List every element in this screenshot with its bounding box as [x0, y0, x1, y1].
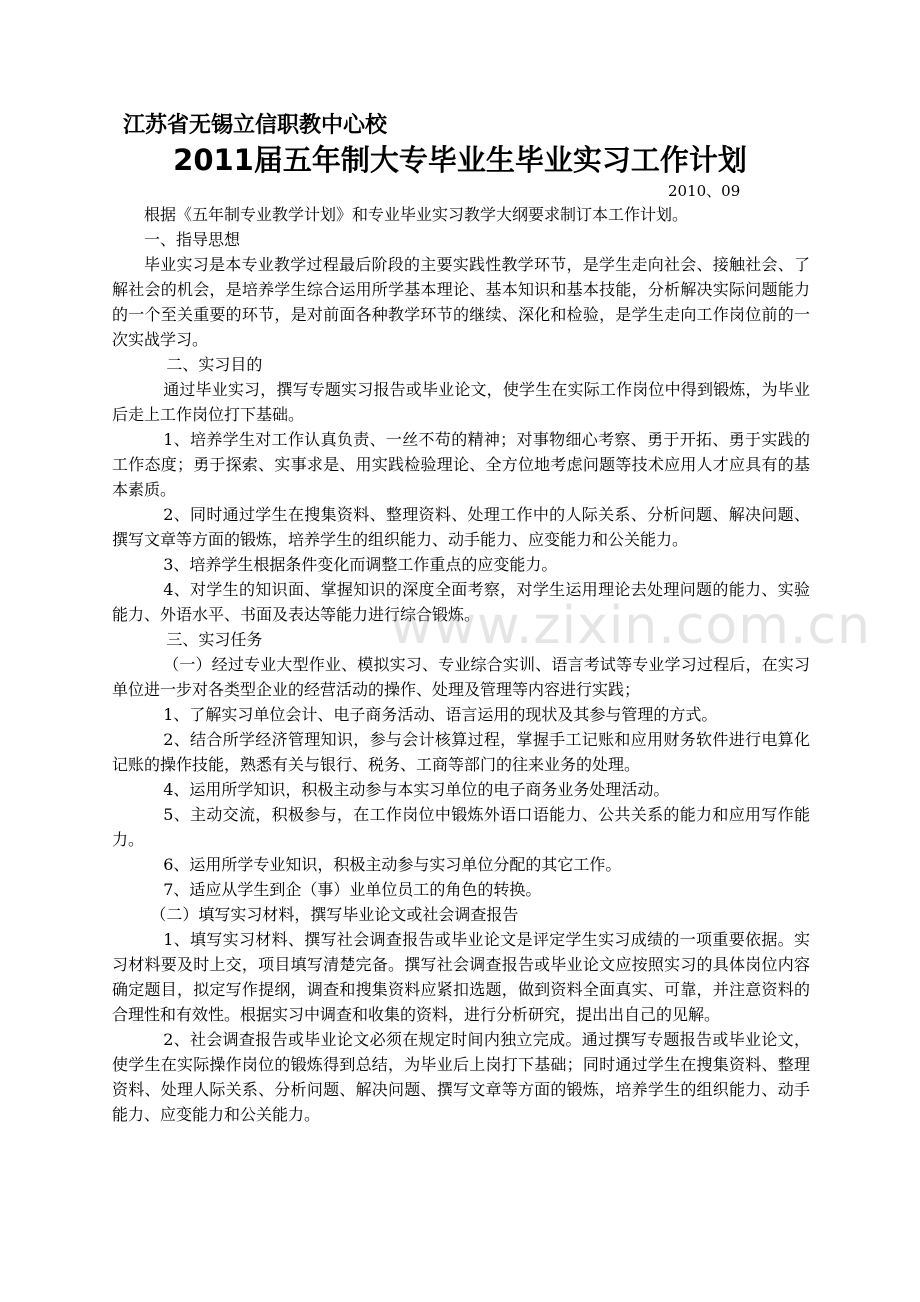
section-heading-tasks: 三、实习任务 — [166, 630, 263, 649]
list-item: 1、了解实习单位会计、电子商务活动、语言运用的现状及其参与管理的方式。 — [163, 705, 718, 724]
section-heading-purpose: 二、实习目的 — [166, 355, 263, 374]
list-item: 7、适应从学生到企（事）业单位员工的角色的转换。 — [163, 880, 542, 899]
list-item: 3、培养学生根据条件变化而调整工作重点的应变能力。 — [163, 555, 558, 574]
list-item: 4、对学生的知识面、掌握知识的深度全面考察，对学生运用理论去处理问题的能力、实验能力、外语水平、书面及表达等能力进行综合锻炼。 — [112, 580, 810, 624]
intro-paragraph: 根据《五年制专业教学计划》和专业毕业实习教学大纲要求制订本工作计划。 — [144, 205, 689, 224]
list-item: 4、运用所学知识，积极主动参与本实习单位的电子商务业务处理活动。 — [163, 780, 670, 799]
list-item: 2、结合所学经济管理知识，参与会计核算过程，掌握手工记账和应用财务软件进行电算化记账的操作技能，熟悉有关与银行、税务、工商等部门的往来业务的处理。 — [112, 730, 810, 774]
section-heading-guiding-principle: 一、指导思想 — [144, 230, 241, 249]
list-item: 2、同时通过学生在搜集资料、整理资料、处理工作中的人际关系、分析问题、解决问题、撰写文章等方面的锻炼，培养学生的组织能力、动手能力、应变能力和公关能力。 — [112, 505, 810, 549]
watermark-text: www.zixin.com.cn — [390, 596, 871, 656]
section-paragraph: 通过毕业实习，撰写专题实习报告或毕业论文，使学生在实际工作岗位中得到锻炼，为毕业后走上工作岗位打下基础。 — [112, 380, 810, 424]
document-title: 2011届五年制大专毕业生毕业实习工作计划 — [173, 143, 747, 177]
subsection-heading: （二）填写实习材料，撰写毕业论文或社会调查报告 — [150, 905, 519, 924]
list-item: 1、培养学生对工作认真负责、一丝不苟的精神；对事物细心考察、勇于开拓、勇于实践的工作态度；勇于探索、实事求是、用实践检验理论、全方位地考虑问题等技术应用人才应具有的基本素质。 — [112, 430, 810, 499]
section-paragraph: 毕业实习是本专业教学过程最后阶段的主要实践性教学环节，是学生走向社会、接触社会、了解社会的机会，是培养学生综合运用所学基本理论、基本知识和基本技能，分析解决实际问题能力的一个至关重要的环节，是对前面各种教学环节的继续、深化和检验，是学生走向工作岗位前的一次实战学习。 — [112, 255, 810, 349]
document-body — [112, 202, 810, 1127]
list-item: 2、社会调查报告或毕业论文必须在规定时间内独立完成。通过撰写专题报告或毕业论文，使学生在实际操作岗位的锻炼得到总结，为毕业后上岗打下基础；同时通过学生在搜集资料、整理资料、处理人际关系、分析问题、解决问题、撰写文章等方面的锻炼，培养学生的组织能力、动手能力、应变能力和公关能力。 — [112, 1030, 810, 1124]
list-item: 1、填写实习材料、撰写社会调查报告或毕业论文是评定学生实习成绩的一项重要依据。实习材料要及时上交，项目填写清楚完备。撰写社会调查报告或毕业论文应按照实习的具体岗位内容确定题目，拟定写作提纲，调查和搜集资料应紧扣选题，做到资料全面真实、可靠，并注意资料的合理性和有效性。根据实习中调查和收集的资料，进行分析研究，提出出自己的见解。 — [112, 930, 810, 1024]
subsection-paragraph: （一）经过专业大型作业、模拟实习、专业综合实训、语言考试等专业学习过程后，在实习单位进一步对各类型企业的经营活动的操作、处理及管理等内容进行实践； — [112, 655, 810, 699]
list-item: 5、主动交流，积极参与，在工作岗位中锻炼外语口语能力、公共关系的能力和应用写作能力。 — [112, 805, 810, 849]
list-item: 6、运用所学专业知识，积极主动参与实习单位分配的其它工作。 — [163, 855, 622, 874]
document-date: 2010、09 — [668, 182, 741, 200]
school-name: 江苏省无锡立信职教中心校 — [123, 113, 388, 138]
